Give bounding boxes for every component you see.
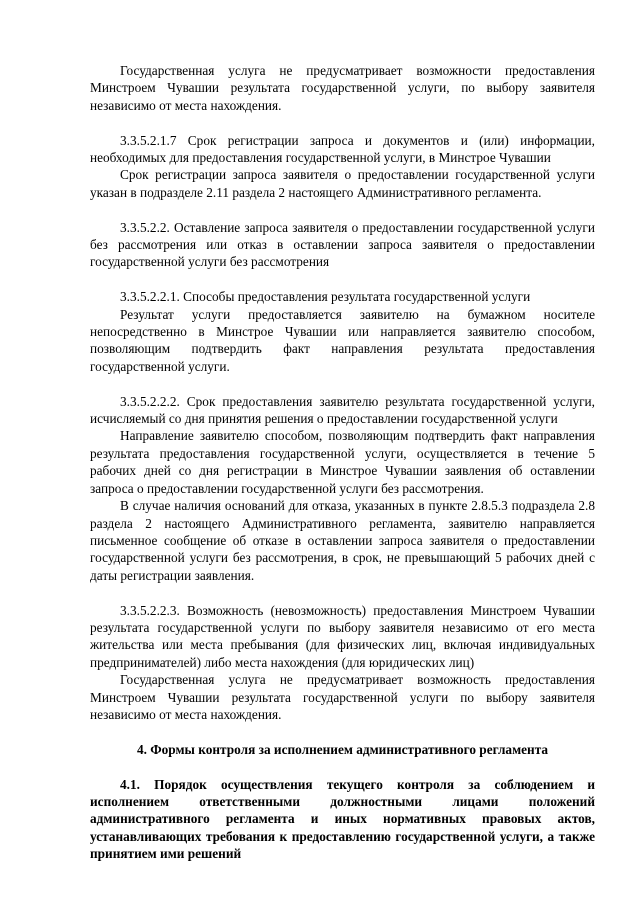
chapter-heading-4: 4. Формы контроля за исполнением административного регламента <box>136 741 549 757</box>
section-heading-4-1: 4.1. Порядок осуществления текущего контроля за соблюдением и исполнением ответственными должностными лицами положений административного регламента и иных нормативных правовых актов, устанавливающих требования к предоставлению государственной услуги, а также принятием ими решений <box>90 776 595 862</box>
document-page <box>90 62 595 863</box>
paragraph: Государственная услуга не предусматривает возможности предоставления Минстроем Чувашии результата государственной услуги, по выбору заявителя независимо от места нахождения. <box>90 63 595 113</box>
section-heading-3-3-5-2-2-3: 3.3.5.2.2.3. Возможность (невозможность) предоставления Минстроем Чувашии результата государственной услуги по выбору заявителя независимо от его места жительства или места пребывания (для физических лиц, включая индивидуальных предпринимателей) либо места нахождения (для юридических лиц) <box>90 602 595 670</box>
paragraph: В случае наличия оснований для отказа, указанных в пункте 2.8.5.3 подраздела 2.8 раздела 2 настоящего Административного регламента, заявителю направляется письменное сообщение об отказе в оставлении запроса заявителя о предоставлении государственной услуги без рассмотрения, в срок, не превышающий 5 рабочих дней с даты регистрации заявления. <box>90 498 595 583</box>
paragraph: Направление заявителю способом, позволяющим подтвердить факт направления результата предоставления государственной услуги, осуществляется в течение 5 рабочих дней со дня регистрации в Минстрое Чувашии заявления об оставлении запроса о предоставлении государственной услуги без рассмотрения. <box>90 428 595 496</box>
section-heading-3-3-5-2-2-2: 3.3.5.2.2.2. Срок предоставления заявителю результата государственной услуги, исчисляемый со дня принятия решения о предоставлении государственной услуги <box>90 393 595 427</box>
paragraph: Результат услуги предоставляется заявителю на бумажном носителе непосредственно в Минстрое Чувашии или направляется заявителю способом, позволяющим подтвердить факт направления результата предоставления государственной услуги. <box>90 306 595 374</box>
paragraph: Государственная услуга не предусматривает возможность предоставления Минстроем Чувашии результата государственной услуги по выбору заявителя независимо от места нахождения. <box>90 672 595 722</box>
section-heading-3-3-5-2-2: 3.3.5.2.2. Оставление запроса заявителя о предоставлении государственной услуги без рассмотрения или отказ в оставлении запроса заявителя о предоставлении государственной услуги без рассмотрения <box>90 219 595 270</box>
section-heading-3-3-5-2-1-7: 3.3.5.2.1.7 Срок регистрации запроса и документов и (или) информации, необходимых для предоставления государственной услуги, в Минстрое Чувашии <box>90 132 595 166</box>
paragraph: Срок регистрации запроса заявителя о предоставлении государственной услуги указан в подразделе 2.11 раздела 2 настоящего Административного регламента. <box>90 167 595 200</box>
section-heading-3-3-5-2-2-1: 3.3.5.2.2.1. Способы предоставления результата государственной услуги <box>120 289 531 305</box>
